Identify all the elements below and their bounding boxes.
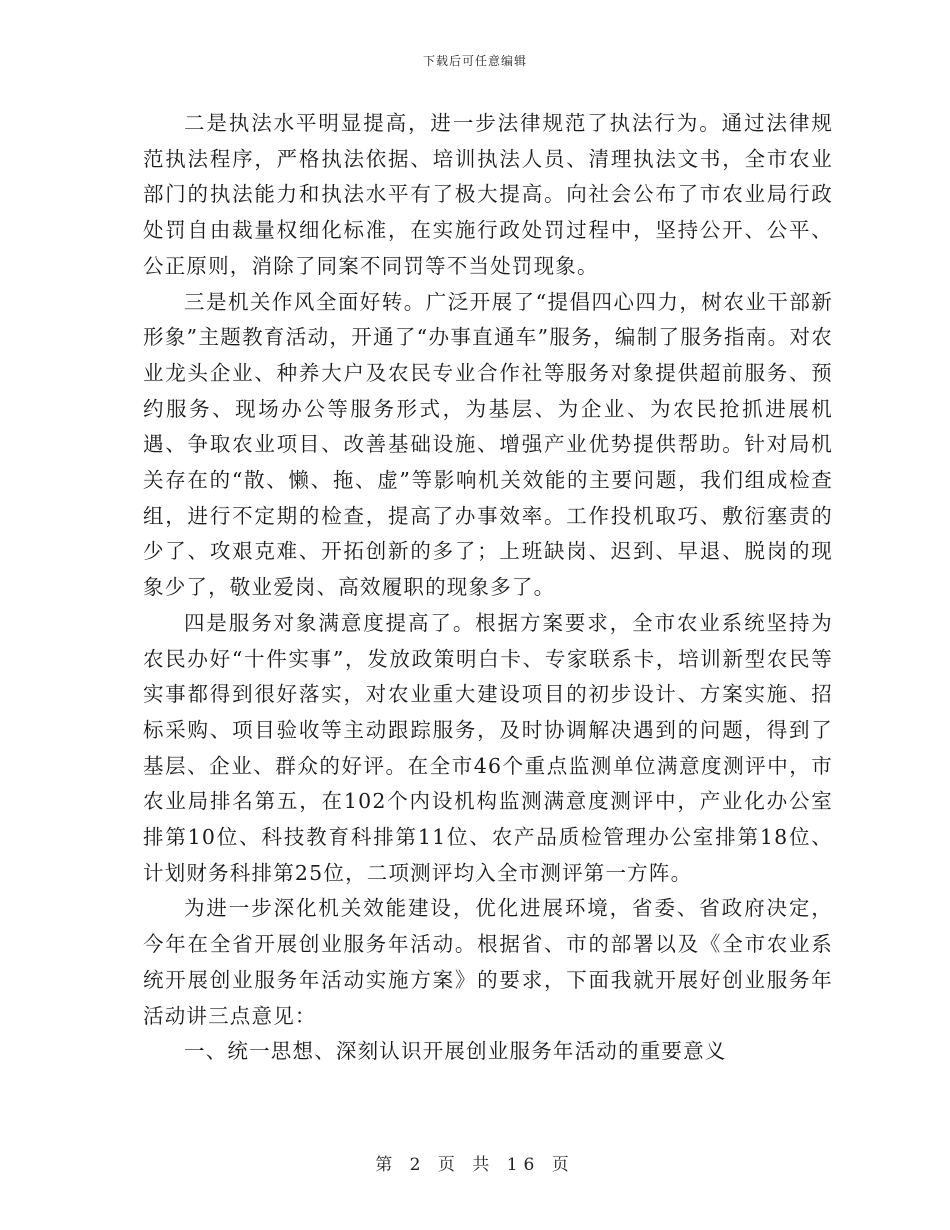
section-heading-one: 一、统一思想、深刻认识开展创业服务年活动的重要意义 — [184, 1039, 727, 1064]
paragraph-service-year: 为进一步深化机关效能建设，优化进展环境，省委、省政府决定，今年在全省开展创业服务年活动。根据省、市的部署以及《全市农业系统开展创业服务年活动实施方案》的要求，下面我就开展好创业服务年活动讲三点意见： — [143, 896, 833, 1028]
paragraph-work-style: 三是机关作风全面好转。广泛开展了“提倡四心四力，树农业干部新形象”主题教育活动，开通了“办事直通车”服务，编制了服务指南。对农业龙头企业、种养大户及农民专业合作社等服务对象提供超前服务、预约服务、现场办公等服务形式，为基层、为企业、为农民抢抓进展机遇、争取农业项目、改善基础设施、增强产业优势提供帮助。针对局机关存在的“散、懒、拖、虚”等影响机关效能的主要问题，我们组成检查组，进行不定期的检查，提高了办事效率。工作投机取巧、敷衍塞责的少了、攻艰克难、开拓创新的多了；上班缺岗、迟到、早退、脱岗的现象少了，敬业爱岗、高效履职的现象多了。 — [143, 289, 833, 600]
paragraph-satisfaction: 四是服务对象满意度提高了。根据方案要求，全市农业系统坚持为农民办好“十件实事”，发放政策明白卡、专家联系卡，培训新型农民等实事都得到很好落实，对农业重大建设项目的初步设计、方案实施、招标采购、项目验收等主动跟踪服务，及时协调解决遇到的问题，得到了基层、企业、群众的好评。在全市46个重点监测单位满意度测评中，市农业局排名第五，在102个内设机构监测满意度测评中，产业化办公室排第10位、科技教育科排第11位、农产品质检管理办公室排第18位、计划财务科排第25位，二项测评均入全市测评第一方阵。 — [143, 610, 833, 885]
document-body — [143, 106, 833, 1070]
page-header: 下载后可任意编辑 — [422, 54, 527, 68]
page-number-footer: 第 2 页 共 16 页 — [375, 1155, 575, 1175]
paragraph-law-enforcement: 二是执法水平明显提高，进一步法律规范了执法行为。通过法律规范执法程序，严格执法依据、培训执法人员、清理执法文书，全市农业部门的执法能力和执法水平有了极大提高。向社会公布了市农业局行政处罚自由裁量权细化标准，在实施行政处罚过程中，坚持公开、公平、公正原则，消除了同案不同罚等不当处罚现象。 — [143, 111, 833, 278]
